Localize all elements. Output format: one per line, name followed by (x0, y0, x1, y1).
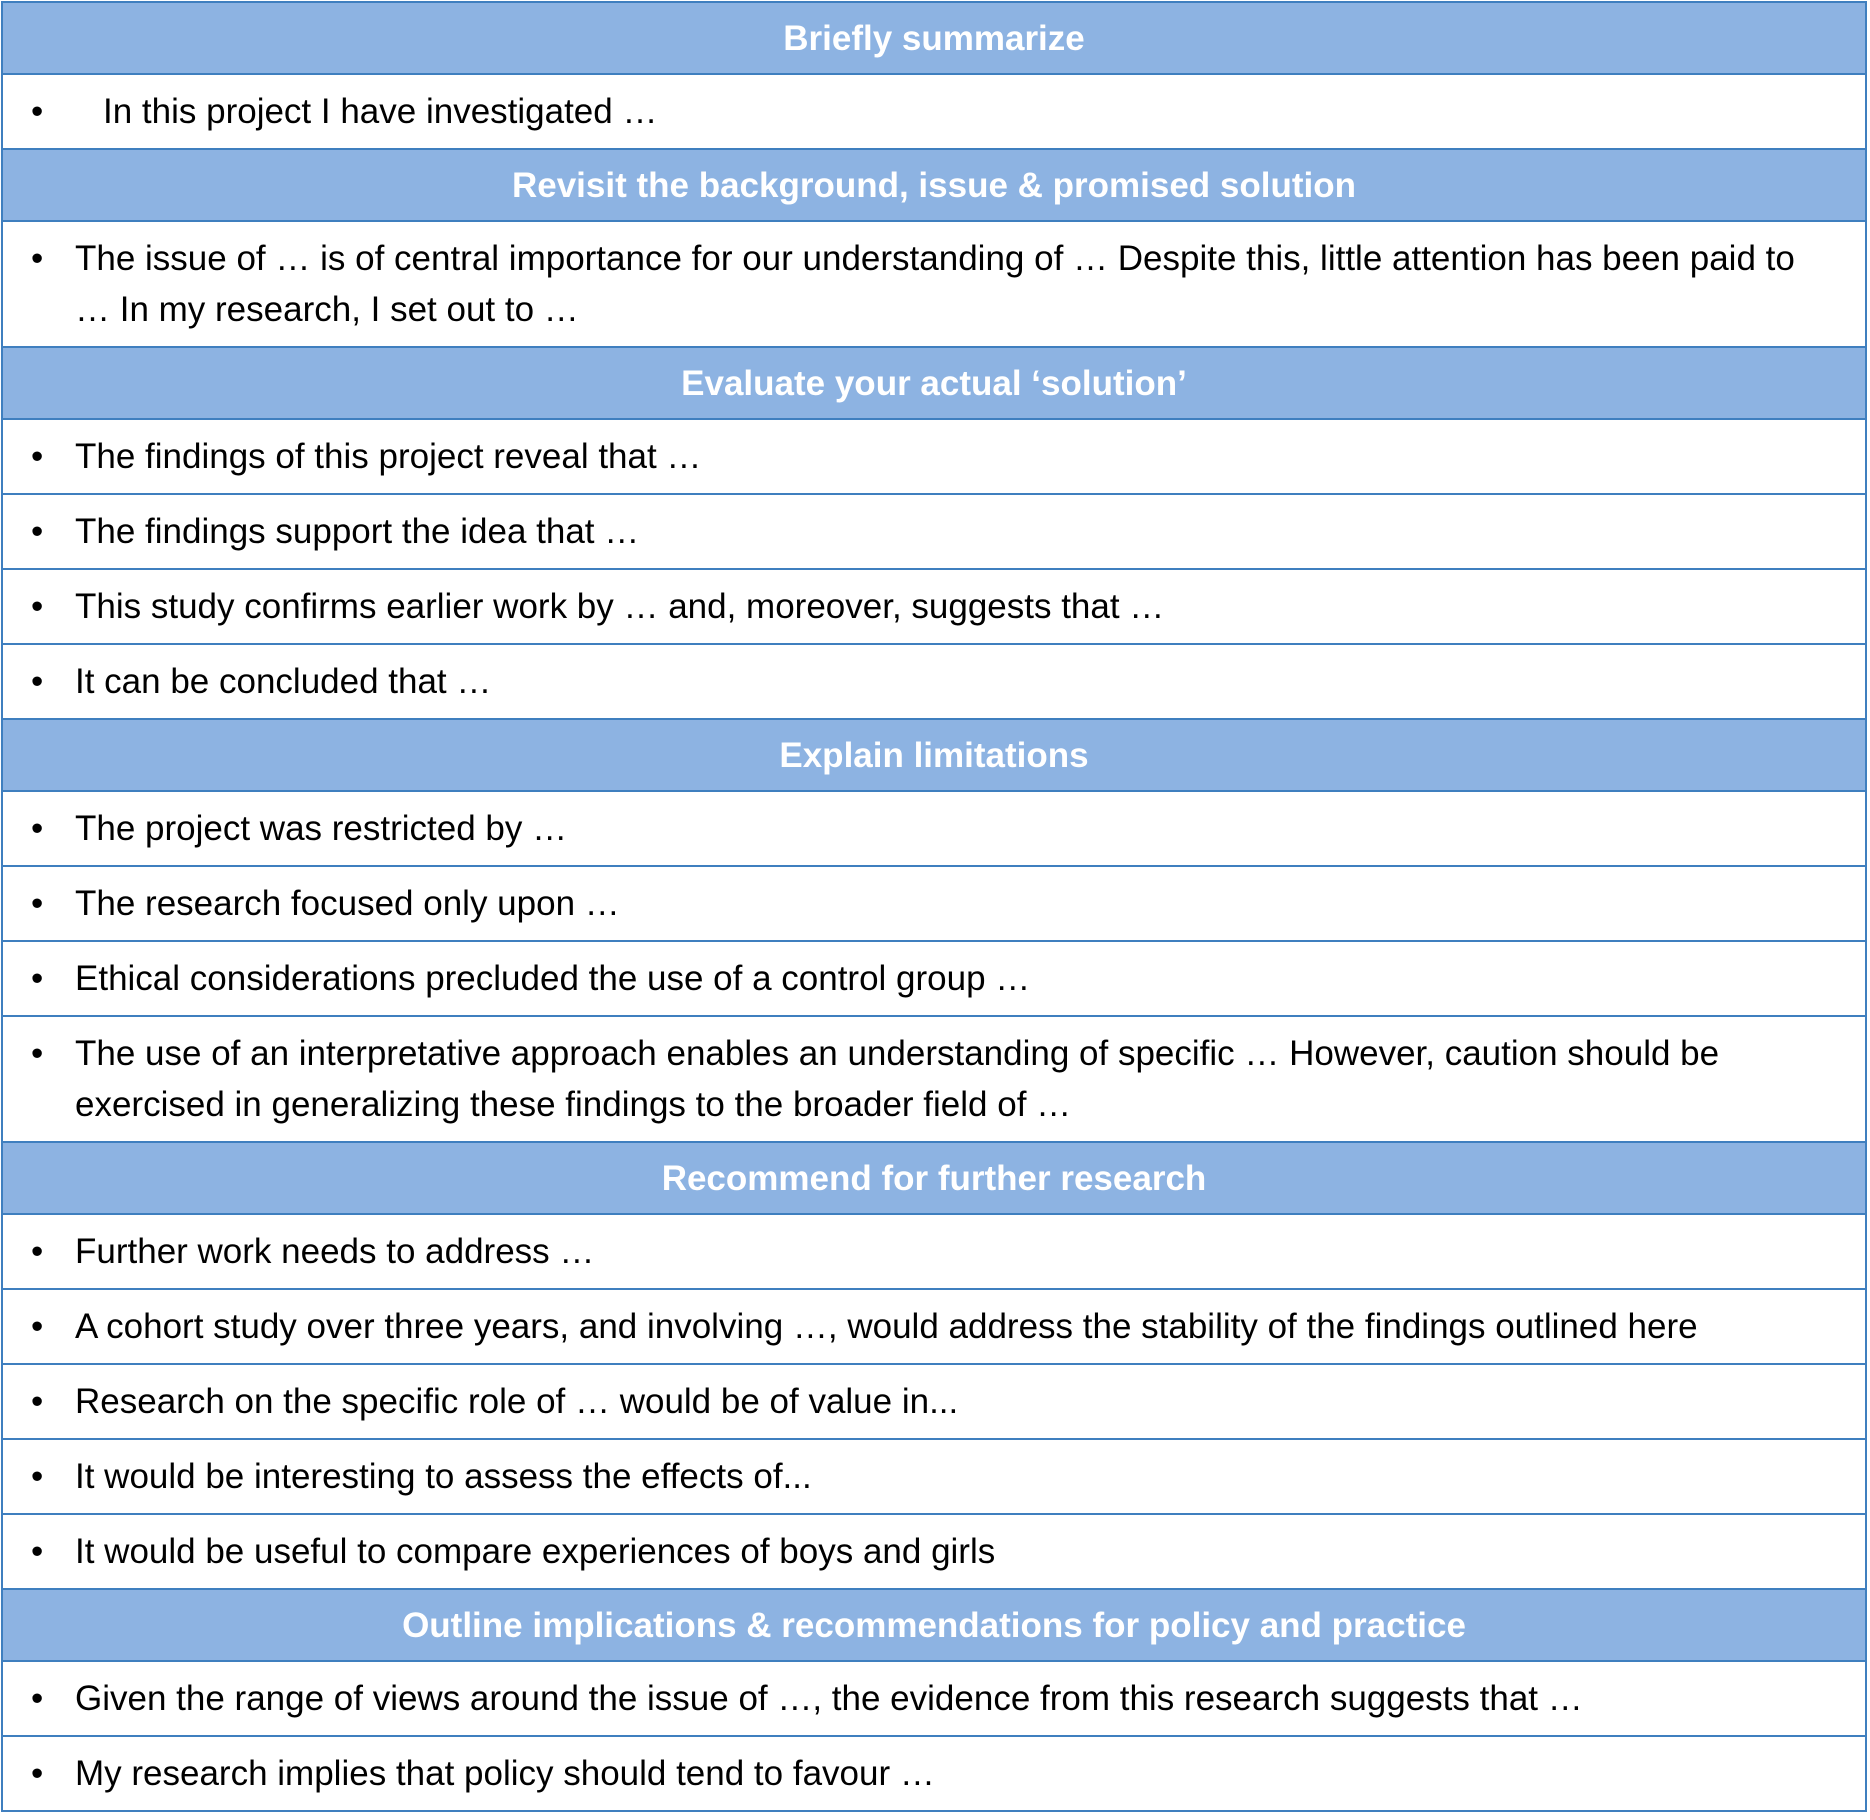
list-item (3, 75, 1865, 150)
item-text: A cohort study over three years, and involving …, would address the stability of the findings outlined here (75, 1307, 1698, 1346)
list-item (3, 645, 1865, 720)
phrase-table (1, 1, 1867, 1812)
item-text: It would be interesting to assess the effects of... (75, 1457, 812, 1496)
item-text: In this project I have investigated … (103, 92, 658, 131)
list-item (3, 1737, 1865, 1812)
list-item (3, 792, 1865, 867)
item-text: The research focused only upon … (75, 884, 620, 923)
section-heading-limitations: Explain limitations (3, 720, 1865, 792)
list-item (3, 1290, 1865, 1365)
item-text: My research implies that policy should tend to favour … (75, 1754, 935, 1793)
bullet-icon: • (31, 437, 44, 476)
list-item (3, 495, 1865, 570)
list-item (3, 1215, 1865, 1290)
item-text: The use of an interpretative approach enables an understanding of specific … However, caution should be exercised in generalizing these findings to the broader field of … (75, 1034, 1720, 1124)
list-item (3, 1017, 1865, 1143)
bullet-icon: • (31, 1532, 44, 1571)
bullet-icon: • (31, 809, 44, 848)
bullet-icon: • (31, 239, 44, 278)
bullet-icon: • (31, 1754, 44, 1793)
bullet-icon: • (31, 884, 44, 923)
section-heading-summarize: Briefly summarize (3, 3, 1865, 75)
bullet-icon: • (31, 1232, 44, 1271)
section-heading-evaluate: Evaluate your actual ‘solution’ (3, 348, 1865, 420)
section-heading-further-research: Recommend for further research (3, 1143, 1865, 1215)
list-item (3, 1440, 1865, 1515)
list-item (3, 1365, 1865, 1440)
bullet-icon: • (31, 512, 44, 551)
item-text: Given the range of views around the issue of …, the evidence from this research suggests that … (75, 1679, 1583, 1718)
item-text: It would be useful to compare experiences of boys and girls (75, 1532, 996, 1571)
list-item (3, 1515, 1865, 1590)
bullet-icon: • (31, 1457, 44, 1496)
list-item (3, 942, 1865, 1017)
list-item (3, 867, 1865, 942)
item-text: Further work needs to address … (75, 1232, 595, 1271)
item-text: The project was restricted by … (75, 809, 568, 848)
item-text: It can be concluded that … (75, 662, 492, 701)
section-heading-implications: Outline implications & recommendations for policy and practice (3, 1590, 1865, 1662)
bullet-icon: • (31, 92, 44, 131)
bullet-icon: • (31, 1382, 44, 1421)
bullet-icon: • (31, 1679, 44, 1718)
item-text: The findings support the idea that … (75, 512, 640, 551)
bullet-icon: • (31, 959, 44, 998)
bullet-icon: • (31, 1034, 44, 1073)
item-text: Ethical considerations precluded the use of a control group … (75, 959, 1031, 998)
list-item (3, 420, 1865, 495)
bullet-icon: • (31, 662, 44, 701)
list-item (3, 1662, 1865, 1737)
section-heading-background: Revisit the background, issue & promised solution (3, 150, 1865, 222)
item-text: Research on the specific role of … would be of value in... (75, 1382, 959, 1421)
item-text: The findings of this project reveal that … (75, 437, 702, 476)
item-text: This study confirms earlier work by … and, moreover, suggests that … (75, 587, 1165, 626)
item-text: The issue of … is of central importance for our understanding of … Despite this, little attention has been paid to … In my research, I set out to … (75, 239, 1795, 329)
list-item (3, 222, 1865, 348)
bullet-icon: • (31, 587, 44, 626)
bullet-icon: • (31, 1307, 44, 1346)
list-item (3, 570, 1865, 645)
